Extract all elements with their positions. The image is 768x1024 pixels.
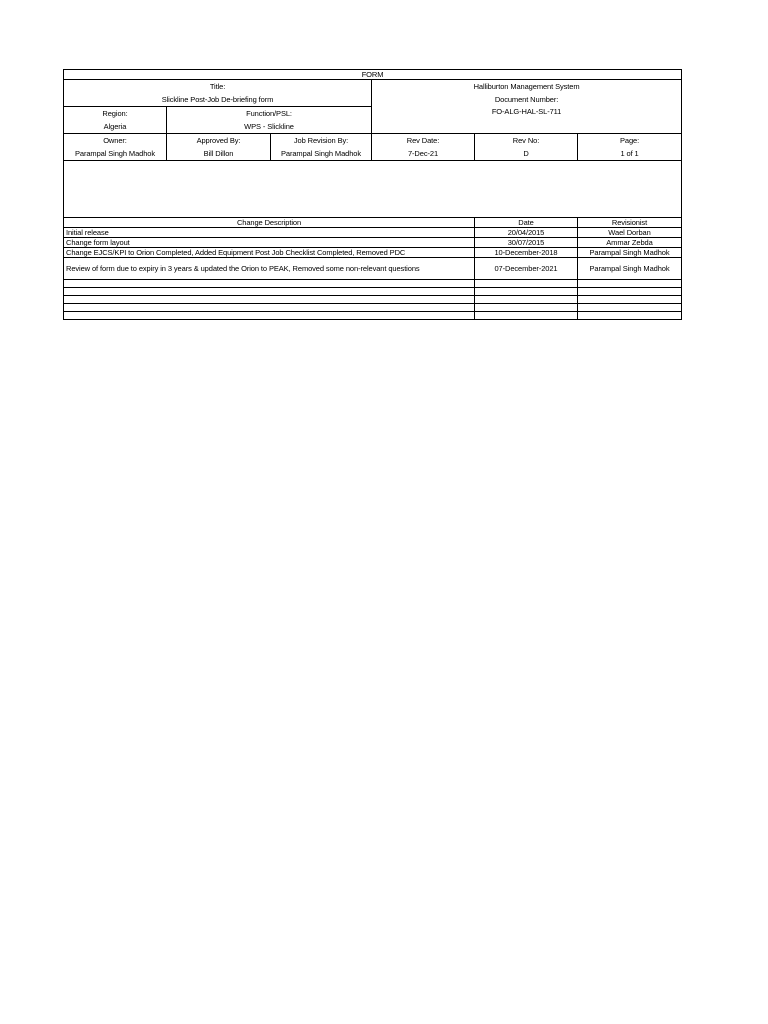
date-cell: 20/04/2015 (475, 228, 578, 238)
page-value: 1 of 1 (578, 147, 682, 161)
rev-no-label: Rev No: (475, 134, 578, 147)
change-description-cell: Change form layout (64, 238, 475, 248)
form-document (63, 69, 681, 320)
change-description-cell: Initial release (64, 228, 475, 238)
rev-date-value: 7-Dec-21 (372, 147, 475, 161)
rev-no-value: D (475, 147, 578, 161)
region-value: Algeria (64, 120, 167, 134)
form-heading: FORM (64, 70, 682, 80)
revisionist-cell: Parampal Singh Madhok (578, 248, 682, 258)
page-label: Page: (578, 134, 682, 147)
table-row (64, 238, 682, 248)
date-header: Date (475, 218, 578, 228)
revisionist-header: Revisionist (578, 218, 682, 228)
system-name: Halliburton Management System (372, 80, 682, 94)
rev-date-label: Rev Date: (372, 134, 475, 147)
function-label: Function/PSL: (167, 107, 372, 120)
change-description-header: Change Description (64, 218, 475, 228)
empty-row (64, 304, 682, 312)
change-log-table (63, 217, 682, 320)
date-cell: 30/07/2015 (475, 238, 578, 248)
date-cell: 10-December-2018 (475, 248, 578, 258)
region-label: Region: (64, 107, 167, 120)
date-cell: 07-December-2021 (475, 258, 578, 280)
table-row (64, 228, 682, 238)
revisionist-cell: Parampal Singh Madhok (578, 258, 682, 280)
blank-area (64, 161, 682, 218)
doc-number-value: FO-ALG-HAL-SL-711 (372, 107, 682, 134)
empty-row (64, 288, 682, 296)
owner-value: Parampal Singh Madhok (64, 147, 167, 161)
approved-label: Approved By: (167, 134, 271, 147)
function-value: WPS - Slickline (167, 120, 372, 134)
revisionist-cell: Ammar Zebda (578, 238, 682, 248)
revisionist-cell: Wael Dorban (578, 228, 682, 238)
change-description-cell: Change EJCS/KPI to Orion Completed, Added Equipment Post Job Checklist Completed, Removed PDC (64, 248, 475, 258)
title-label: Title: (64, 80, 372, 94)
job-revision-label: Job Revision By: (271, 134, 372, 147)
empty-row (64, 312, 682, 320)
table-row (64, 258, 682, 280)
job-revision-value: Parampal Singh Madhok (271, 147, 372, 161)
owner-label: Owner: (64, 134, 167, 147)
title-value: Slickline Post-Job De-briefing form (64, 94, 372, 107)
approved-value: Bill Dillon (167, 147, 271, 161)
form-header-table (63, 69, 682, 218)
doc-number-label: Document Number: (372, 94, 682, 107)
empty-row (64, 296, 682, 304)
table-row (64, 248, 682, 258)
empty-row (64, 280, 682, 288)
change-description-cell: Review of form due to expiry in 3 years & updated the Orion to PEAK, Removed some non-relevant questions (64, 258, 475, 280)
